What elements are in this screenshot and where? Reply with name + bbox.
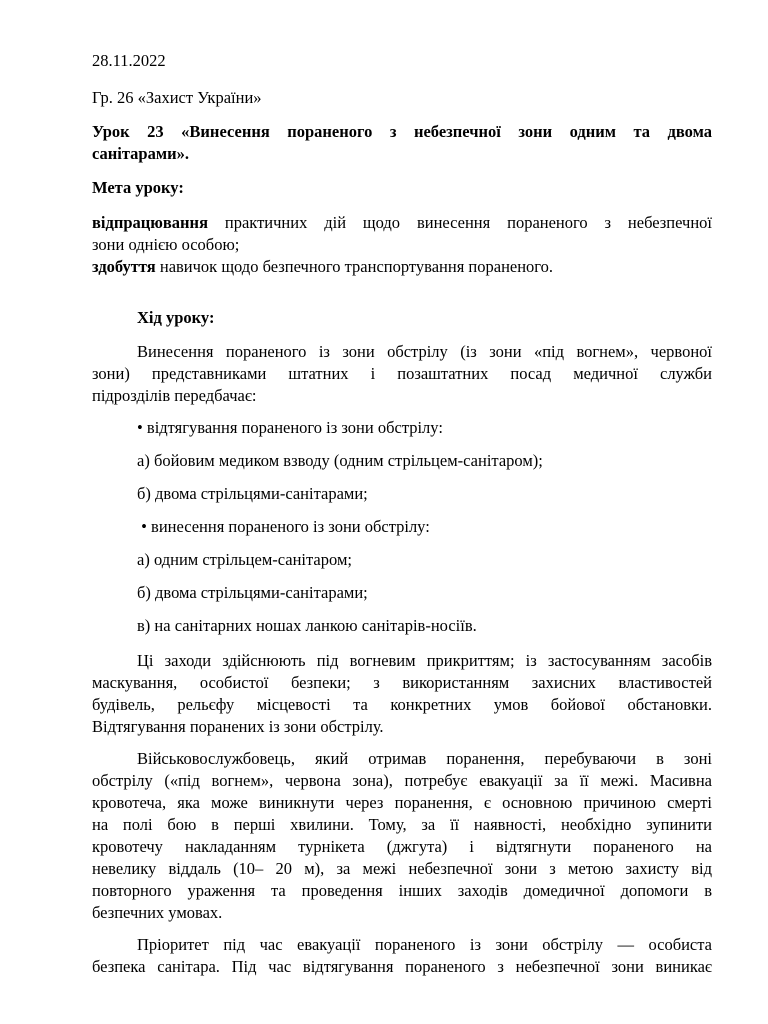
para2-line-4: Відтягування поранених із зони обстрілу. bbox=[92, 717, 384, 736]
para3-line-4: на полі бою в перші хвилини. Тому, за її наявності, необхідно зупинити bbox=[92, 815, 712, 834]
aim-heading: Мета уроку: bbox=[92, 178, 184, 197]
list-item-1: • відтягування пораненого із зони обстрілу: bbox=[137, 418, 443, 437]
progress-heading: Хід уроку: bbox=[137, 308, 215, 327]
para3-line-7: повторного ураження та проведення інших заходів домедичної допомоги в bbox=[92, 881, 712, 900]
aim-1-text: практичних дій щодо винесення пораненого з небезпечної bbox=[208, 213, 712, 232]
aim-2-keyword: здобуття bbox=[92, 257, 156, 276]
date: 28.11.2022 bbox=[92, 51, 166, 70]
para3-line-8: безпечних умовах. bbox=[92, 903, 223, 922]
aim-2-text: навичок щодо безпечного транспортування пораненого. bbox=[155, 257, 554, 276]
lesson-title-line-1: Урок 23 «Винесення пораненого з небезпечної зони одним та двома bbox=[92, 122, 712, 141]
aim-1-keyword: відпрацювання bbox=[92, 213, 208, 232]
para3-line-2: обстрілу («під вогнем», червона зона), потребує евакуації за її межі. Масивна bbox=[92, 771, 712, 790]
list-item-2b: б) двома стрільцями-санітарами; bbox=[137, 583, 368, 602]
lesson-title-line-2: санітарами». bbox=[92, 144, 189, 163]
list-item-2: • винесення пораненого із зони обстрілу: bbox=[137, 517, 430, 536]
group-title: Гр. 26 «Захист України» bbox=[92, 88, 262, 107]
para3-line-5: кровотечу накладанням турнікета (джгута) і відтягнути пораненого на bbox=[92, 837, 712, 856]
para2-line-2: маскування, особистої безпеки; з використанням захисних властивостей bbox=[92, 673, 712, 692]
aim-2 bbox=[92, 256, 553, 278]
para1-line-1: Винесення пораненого із зони обстрілу (із зони «під вогнем», червоної bbox=[137, 342, 712, 361]
list-item-2a: а) одним стрільцем-санітаром; bbox=[137, 550, 352, 569]
para4-line-1: Пріоритет під час евакуації пораненого із зони обстрілу — особиста bbox=[137, 935, 712, 954]
list-item-1b: б) двома стрільцями-санітарами; bbox=[137, 484, 368, 503]
para4-line-2: безпека санітара. Під час відтягування пораненого з небезпечної зони виникає bbox=[92, 957, 712, 976]
para3-line-6: невелику віддаль (10– 20 м), за межі небезпечної зони з метою захисту від bbox=[92, 859, 712, 878]
aim-1-line-1 bbox=[92, 212, 712, 234]
para1-line-3: підрозділів передбачає: bbox=[92, 386, 257, 405]
para2-line-1: Ці заходи здійснюють під вогневим прикриттям; із застосуванням засобів bbox=[137, 651, 712, 670]
para2-line-3: будівель, рельєфу місцевості та конкретних умов бойової обстановки. bbox=[92, 695, 712, 714]
list-item-1a: а) бойовим медиком взводу (одним стрільцем-санітаром); bbox=[137, 451, 543, 470]
list-item-2c: в) на санітарних ношах ланкою санітарів-носіїв. bbox=[137, 616, 477, 635]
para3-line-3: кровотеча, яка може виникнути через поранення, є основною причиною смерті bbox=[92, 793, 712, 812]
aim-1-line-2: зони однією особою; bbox=[92, 235, 240, 254]
para3-line-1: Військовослужбовець, який отримав поранення, перебуваючи в зоні bbox=[137, 749, 712, 768]
para1-line-2: зони) представниками штатних і позаштатних посад медичної служби bbox=[92, 364, 712, 383]
